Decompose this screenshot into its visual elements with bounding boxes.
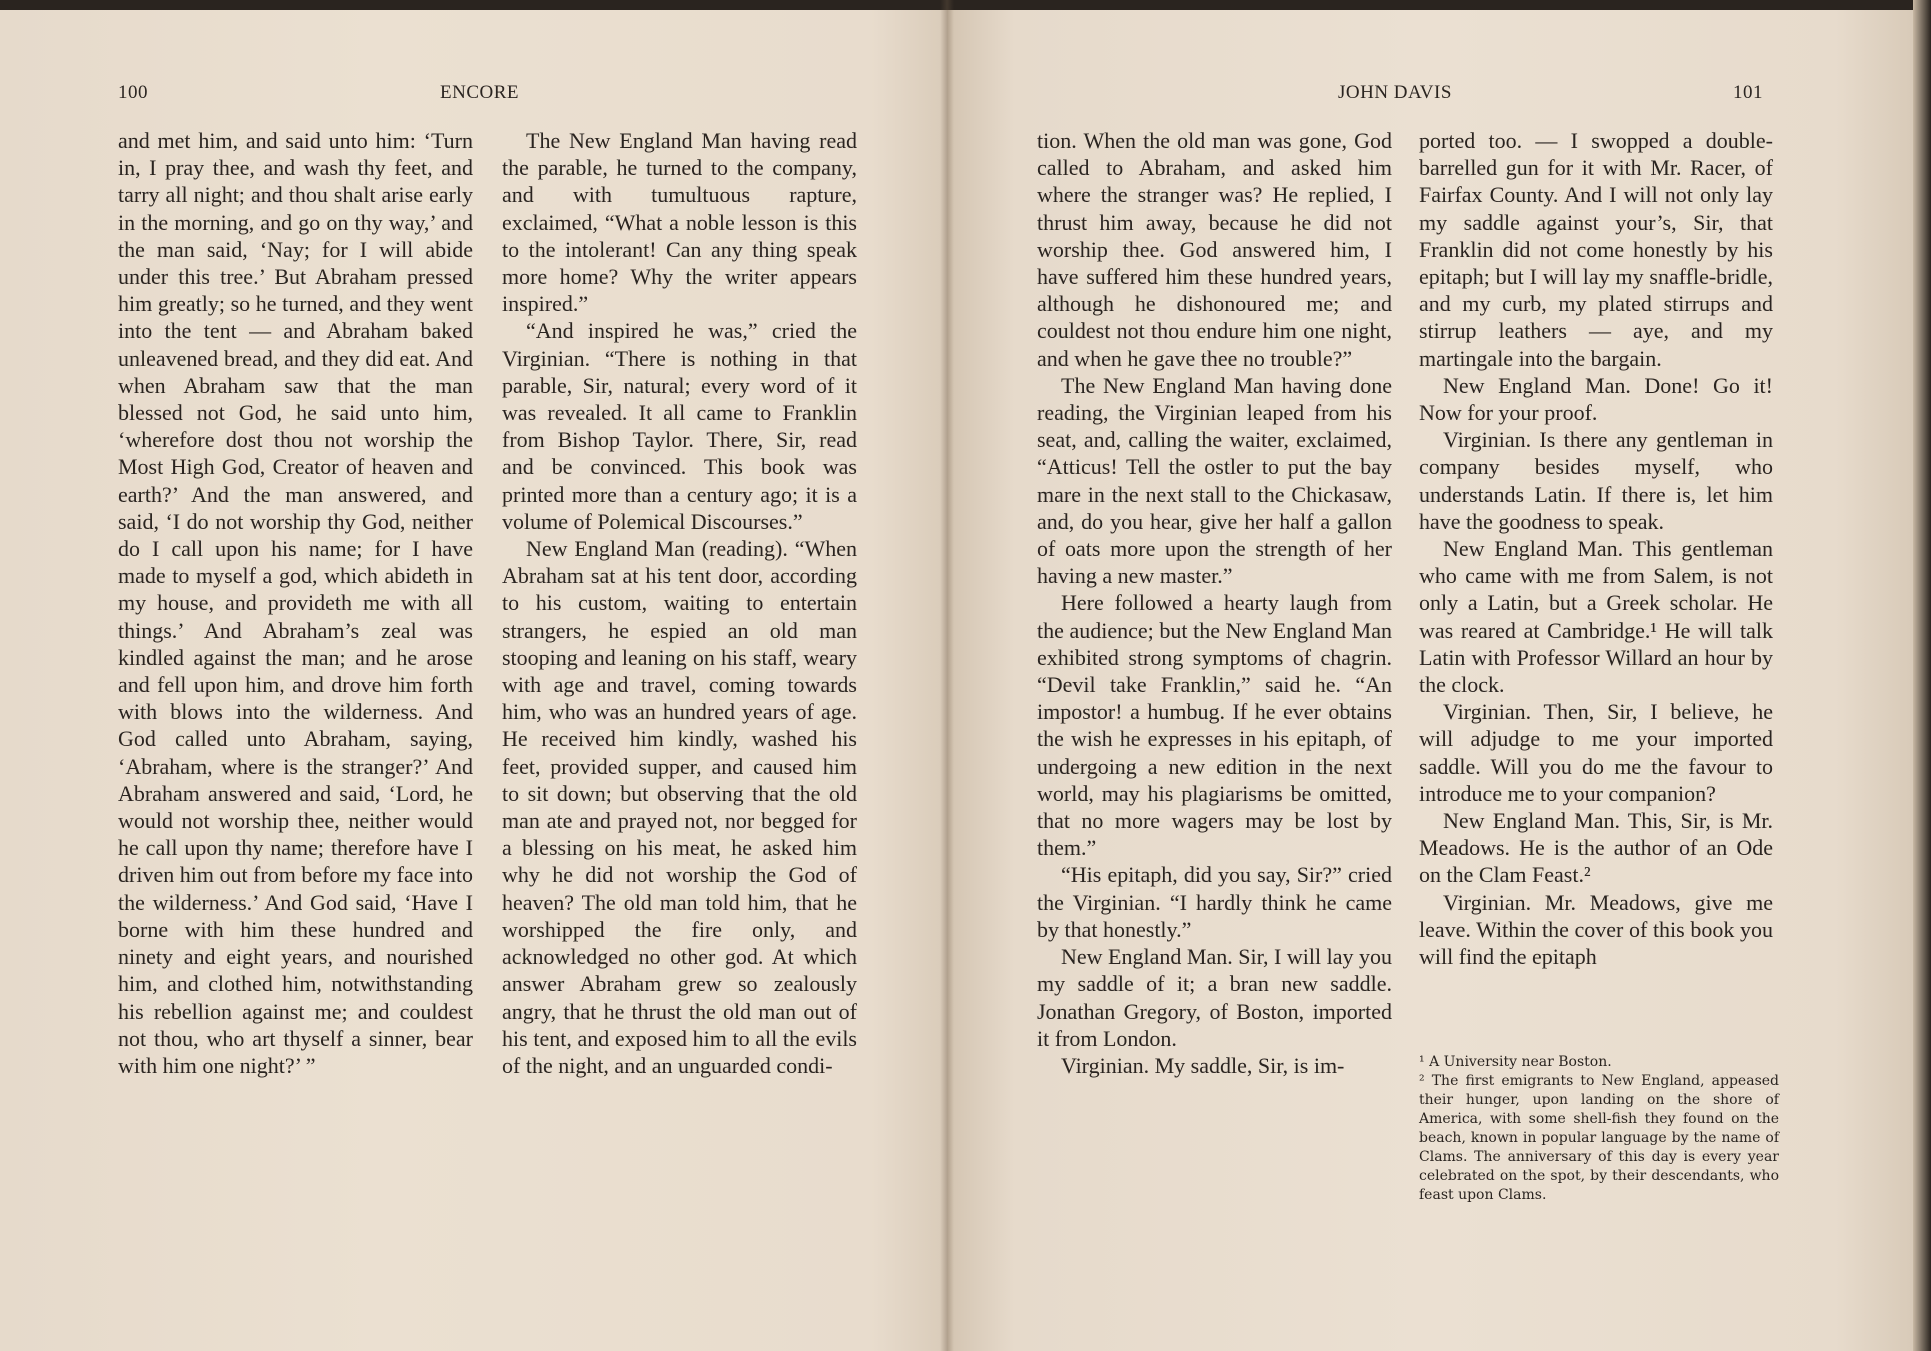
paragraph: tion. When the old man was gone, God called to Abraham, and asked him where the stranger was? He replied, I thrust him away, because he did not worship thee. God answered him, I have suffered him these hundred years, although he dishonoured me; and couldest not thou endure him one night, and when he gave thee no trouble?”: [1037, 128, 1392, 371]
left-page-number: 100: [118, 82, 148, 103]
footnote: ¹ A University near Boston.: [1419, 1054, 1612, 1070]
paragraph: Here followed a hearty laugh from the audience; but the New England Man exhibited strong symptoms of chagrin. “Devil take Franklin,” said he. “An impostor! a humbug. If he ever obtains the wish he expresses in his epitaph, of undergoing a new edition in the next world, may his plagiarisms be omitted, that no more wagers may be lost by them.”: [1037, 590, 1392, 861]
paragraph: New England Man (reading). “When Abraham sat at his tent door, according to his custom, waiting to entertain strangers, he espied an old man stooping and leaning on his staff, weary with age and travel, coming towards him, who was an hundred years of age. He received him kindly, washed his feet, provided supper, and caused him to sit down; but observing that the old man ate and prayed not, nor begged for a blessing on his meat, he asked him why he did not worship the God of heaven? The old man told him, that he worshipped the fire only, and acknowledged no other god. At which answer Abraham grew so zealously angry, that he thrust the old man out of his tent, and exposed him to all the evils of the night, and an unguarded condi-: [502, 536, 857, 1078]
left-column-2: [502, 127, 857, 1079]
paragraph: Virginian. Then, Sir, I believe, he will adjudge to me your imported saddle. Will you do me the favour to introduce me to your companion?: [1419, 699, 1773, 806]
page-edge: [1913, 0, 1931, 1351]
paragraph: New England Man. Sir, I will lay you my saddle of it; a bran new saddle. Jonathan Gregory, of Boston, imported it from London.: [1037, 944, 1392, 1051]
left-running-head: ENCORE: [440, 82, 519, 103]
paragraph: “His epitaph, did you say, Sir?” cried the Virginian. “I hardly think he came by that honestly.”: [1037, 862, 1392, 942]
book-gutter: [940, 0, 954, 1351]
paragraph: The New England Man having read the parable, he turned to the company, and with tumultuous rapture, exclaimed, “What a noble lesson is this to the intolerant! Can any thing speak more home? Why the writer appears inspired.”: [502, 128, 857, 317]
paragraph: Virginian. My saddle, Sir, is im-: [1061, 1052, 1345, 1078]
paragraph: New England Man. This gentleman who came with me from Salem, is not only a Latin, but a Greek scholar. He was reared at Cambridge.¹ He will talk Latin with Professor Willard an hour by the clock.: [1419, 536, 1773, 698]
right-page-number: 101: [1733, 82, 1763, 103]
footnotes: [1419, 1053, 1779, 1205]
paragraph: New England Man. This, Sir, is Mr. Meadows. He is the author of an Ode on the Clam Feast.²: [1419, 808, 1773, 888]
right-column-1: [1037, 127, 1392, 1079]
paragraph: ported too. — I swopped a double-barrelled gun for it with Mr. Racer, of Fairfax County. And I will not only lay my saddle against your’s, Sir, that Franklin did not come honestly by his epitaph; but I will lay my snaffle-bridle, and my curb, my plated stirrups and stirrup leathers — aye, and my martingale into the bargain.: [1419, 128, 1773, 371]
paragraph: The New England Man having done reading, the Virginian leaped from his seat, and, calling the waiter, exclaimed, “Atticus! Tell the ostler to put the bay mare in the next stall to the Chickasaw, and, do you hear, give her half a gallon of oats more upon the strength of her having a new master.”: [1037, 372, 1392, 589]
paragraph: New England Man. Done! Go it! Now for your proof.: [1419, 372, 1773, 426]
paragraph: Virginian. Is there any gentleman in company besides myself, who understands Latin. If there is, let him have the goodness to speak.: [1419, 427, 1773, 534]
right-column-2: [1419, 127, 1773, 970]
paragraph: and met him, and said unto him: ‘Turn in, I pray thee, and wash thy feet, and tarry all night; and thou shalt arise early in the morning, and go on thy way,’ and the man said, ‘Nay; for I will abide under this tree.’ But Abraham pressed him greatly; so he turned, and they went into the tent — and Abraham baked unleavened bread, and they did eat. And when Abraham saw that the man blessed not God, he said unto him, ‘wherefore dost thou not worship the Most High God, Creator of heaven and earth?’ And the man answered, and said, ‘I do not worship thy God, neither do I call upon his name; for I have made to myself a god, which abideth in my house, and provideth me with all things.’ And Abraham’s zeal was kindled against the man; and he arose and fell upon him, and drove him forth with blows into the wilderness. And God called unto Abraham, saying, ‘Abraham, where is the stranger?’ And Abraham answered and said, ‘Lord, he would not worship thee, neither would he call upon thy name; therefore have I driven him out from before my face into the wilderness.’ And God said, ‘Have I borne with him these hundred and ninety and eight years, and nourished him, and clothed him, notwithstanding his rebellion against me; and couldest not thou, who art thyself a sinner, bear with him one night?’ ”: [118, 128, 473, 1078]
left-column-1: [118, 127, 473, 1079]
paragraph: “And inspired he was,” cried the Virginian. “There is nothing in that parable, Sir, natural; every word of it was revealed. It all came to Franklin from Bishop Taylor. There, Sir, read and be convinced. This book was printed more than a century ago; it is a volume of Polemical Discourses.”: [502, 318, 857, 534]
right-running-head: JOHN DAVIS: [1338, 82, 1452, 103]
footnote: ² The first emigrants to New England, appeased their hunger, upon landing on the shore of America, with some shell-fish they found on the beach, known in popular language by the name of Clams. The anniversary of this day is every year celebrated on the spot, by their descendants, who feast upon Clams.: [1419, 1073, 1779, 1203]
paragraph: Virginian. Mr. Meadows, give me leave. Within the cover of this book you will find the epitaph: [1419, 889, 1773, 970]
